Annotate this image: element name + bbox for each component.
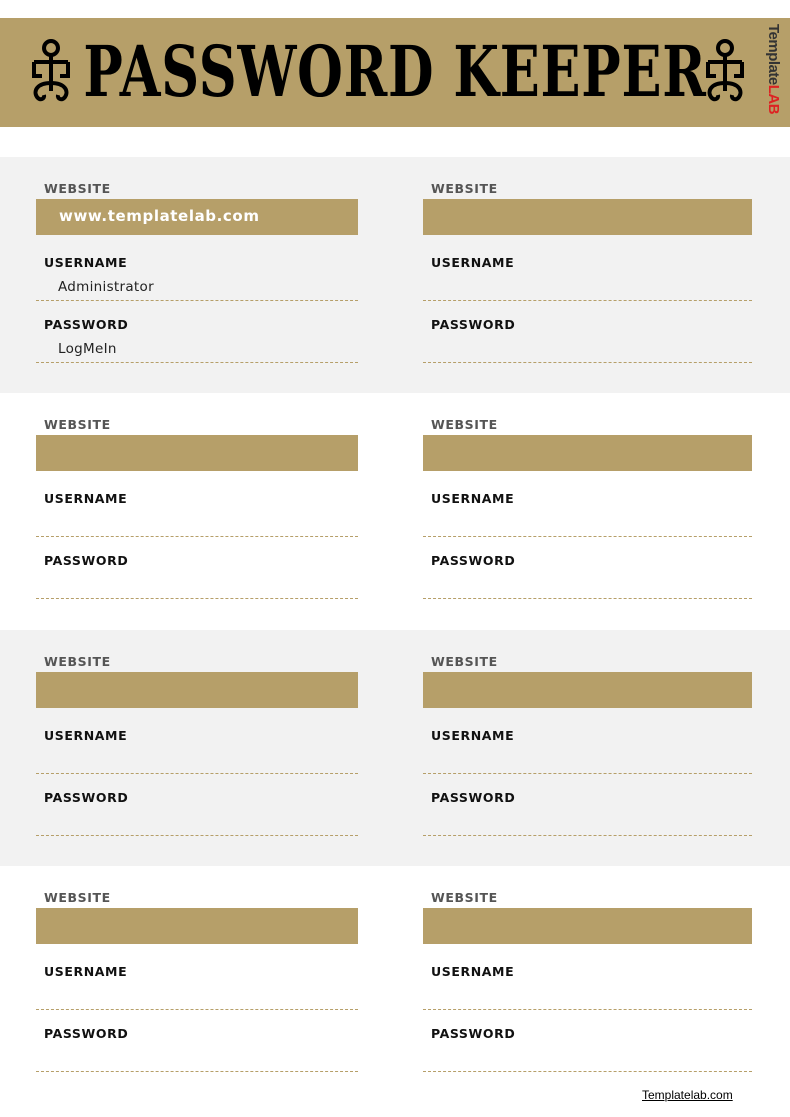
username-underline	[423, 1009, 752, 1010]
ornament-icon	[26, 38, 76, 108]
password-label: PASSWORD	[44, 1026, 129, 1041]
website-field[interactable]	[423, 672, 752, 708]
username-underline	[423, 300, 752, 301]
username-label: USERNAME	[44, 491, 128, 506]
website-label: WEBSITE	[431, 654, 498, 669]
password-underline	[423, 598, 752, 599]
footer-link[interactable]: Templatelab.com	[642, 1088, 733, 1102]
ornament-icon	[700, 38, 750, 108]
website-label: WEBSITE	[431, 417, 498, 432]
username-label: USERNAME	[431, 964, 515, 979]
website-label: WEBSITE	[431, 181, 498, 196]
website-field[interactable]	[423, 435, 752, 471]
password-underline	[423, 1071, 752, 1072]
username-underline	[36, 536, 358, 537]
templatelab-logo: TemplateLAB	[765, 24, 782, 115]
username-underline	[423, 773, 752, 774]
username-label: USERNAME	[44, 255, 128, 270]
website-label: WEBSITE	[44, 417, 111, 432]
password-entry	[423, 157, 752, 393]
password-underline	[36, 362, 358, 363]
username-field[interactable]: Administrator	[58, 279, 154, 295]
username-underline	[36, 773, 358, 774]
username-label: USERNAME	[431, 255, 515, 270]
username-underline	[36, 300, 358, 301]
password-underline	[423, 835, 752, 836]
website-label: WEBSITE	[431, 890, 498, 905]
website-field[interactable]	[36, 672, 358, 708]
password-underline	[36, 835, 358, 836]
entry-row	[0, 630, 790, 866]
password-entry	[423, 393, 752, 629]
username-label: USERNAME	[44, 728, 128, 743]
password-label: PASSWORD	[431, 790, 516, 805]
password-entry	[36, 866, 358, 1102]
website-label: WEBSITE	[44, 654, 111, 669]
username-underline	[423, 536, 752, 537]
password-entry	[423, 866, 752, 1102]
website-field[interactable]: www.templatelab.com	[36, 199, 358, 235]
password-label: PASSWORD	[44, 790, 129, 805]
website-field[interactable]	[36, 908, 358, 944]
username-underline	[36, 1009, 358, 1010]
password-entry	[36, 630, 358, 866]
username-label: USERNAME	[431, 728, 515, 743]
password-underline	[423, 362, 752, 363]
website-field[interactable]	[36, 435, 358, 471]
website-field[interactable]	[423, 908, 752, 944]
password-entry	[36, 393, 358, 629]
password-label: PASSWORD	[431, 1026, 516, 1041]
website-label: WEBSITE	[44, 890, 111, 905]
username-label: USERNAME	[431, 491, 515, 506]
entry-row	[0, 157, 790, 393]
username-label: USERNAME	[44, 964, 128, 979]
password-label: PASSWORD	[431, 553, 516, 568]
password-label: PASSWORD	[431, 317, 516, 332]
header-banner	[0, 18, 790, 127]
page-title: PASSWORD KEEPER	[83, 30, 707, 113]
password-underline	[36, 598, 358, 599]
password-entry	[36, 157, 358, 393]
password-label: PASSWORD	[44, 317, 129, 332]
entry-row	[0, 866, 790, 1102]
password-label: PASSWORD	[44, 553, 129, 568]
website-field[interactable]	[423, 199, 752, 235]
password-entry	[423, 630, 752, 866]
password-field[interactable]: LogMeIn	[58, 341, 117, 357]
entry-row	[0, 393, 790, 629]
password-underline	[36, 1071, 358, 1072]
website-label: WEBSITE	[44, 181, 111, 196]
